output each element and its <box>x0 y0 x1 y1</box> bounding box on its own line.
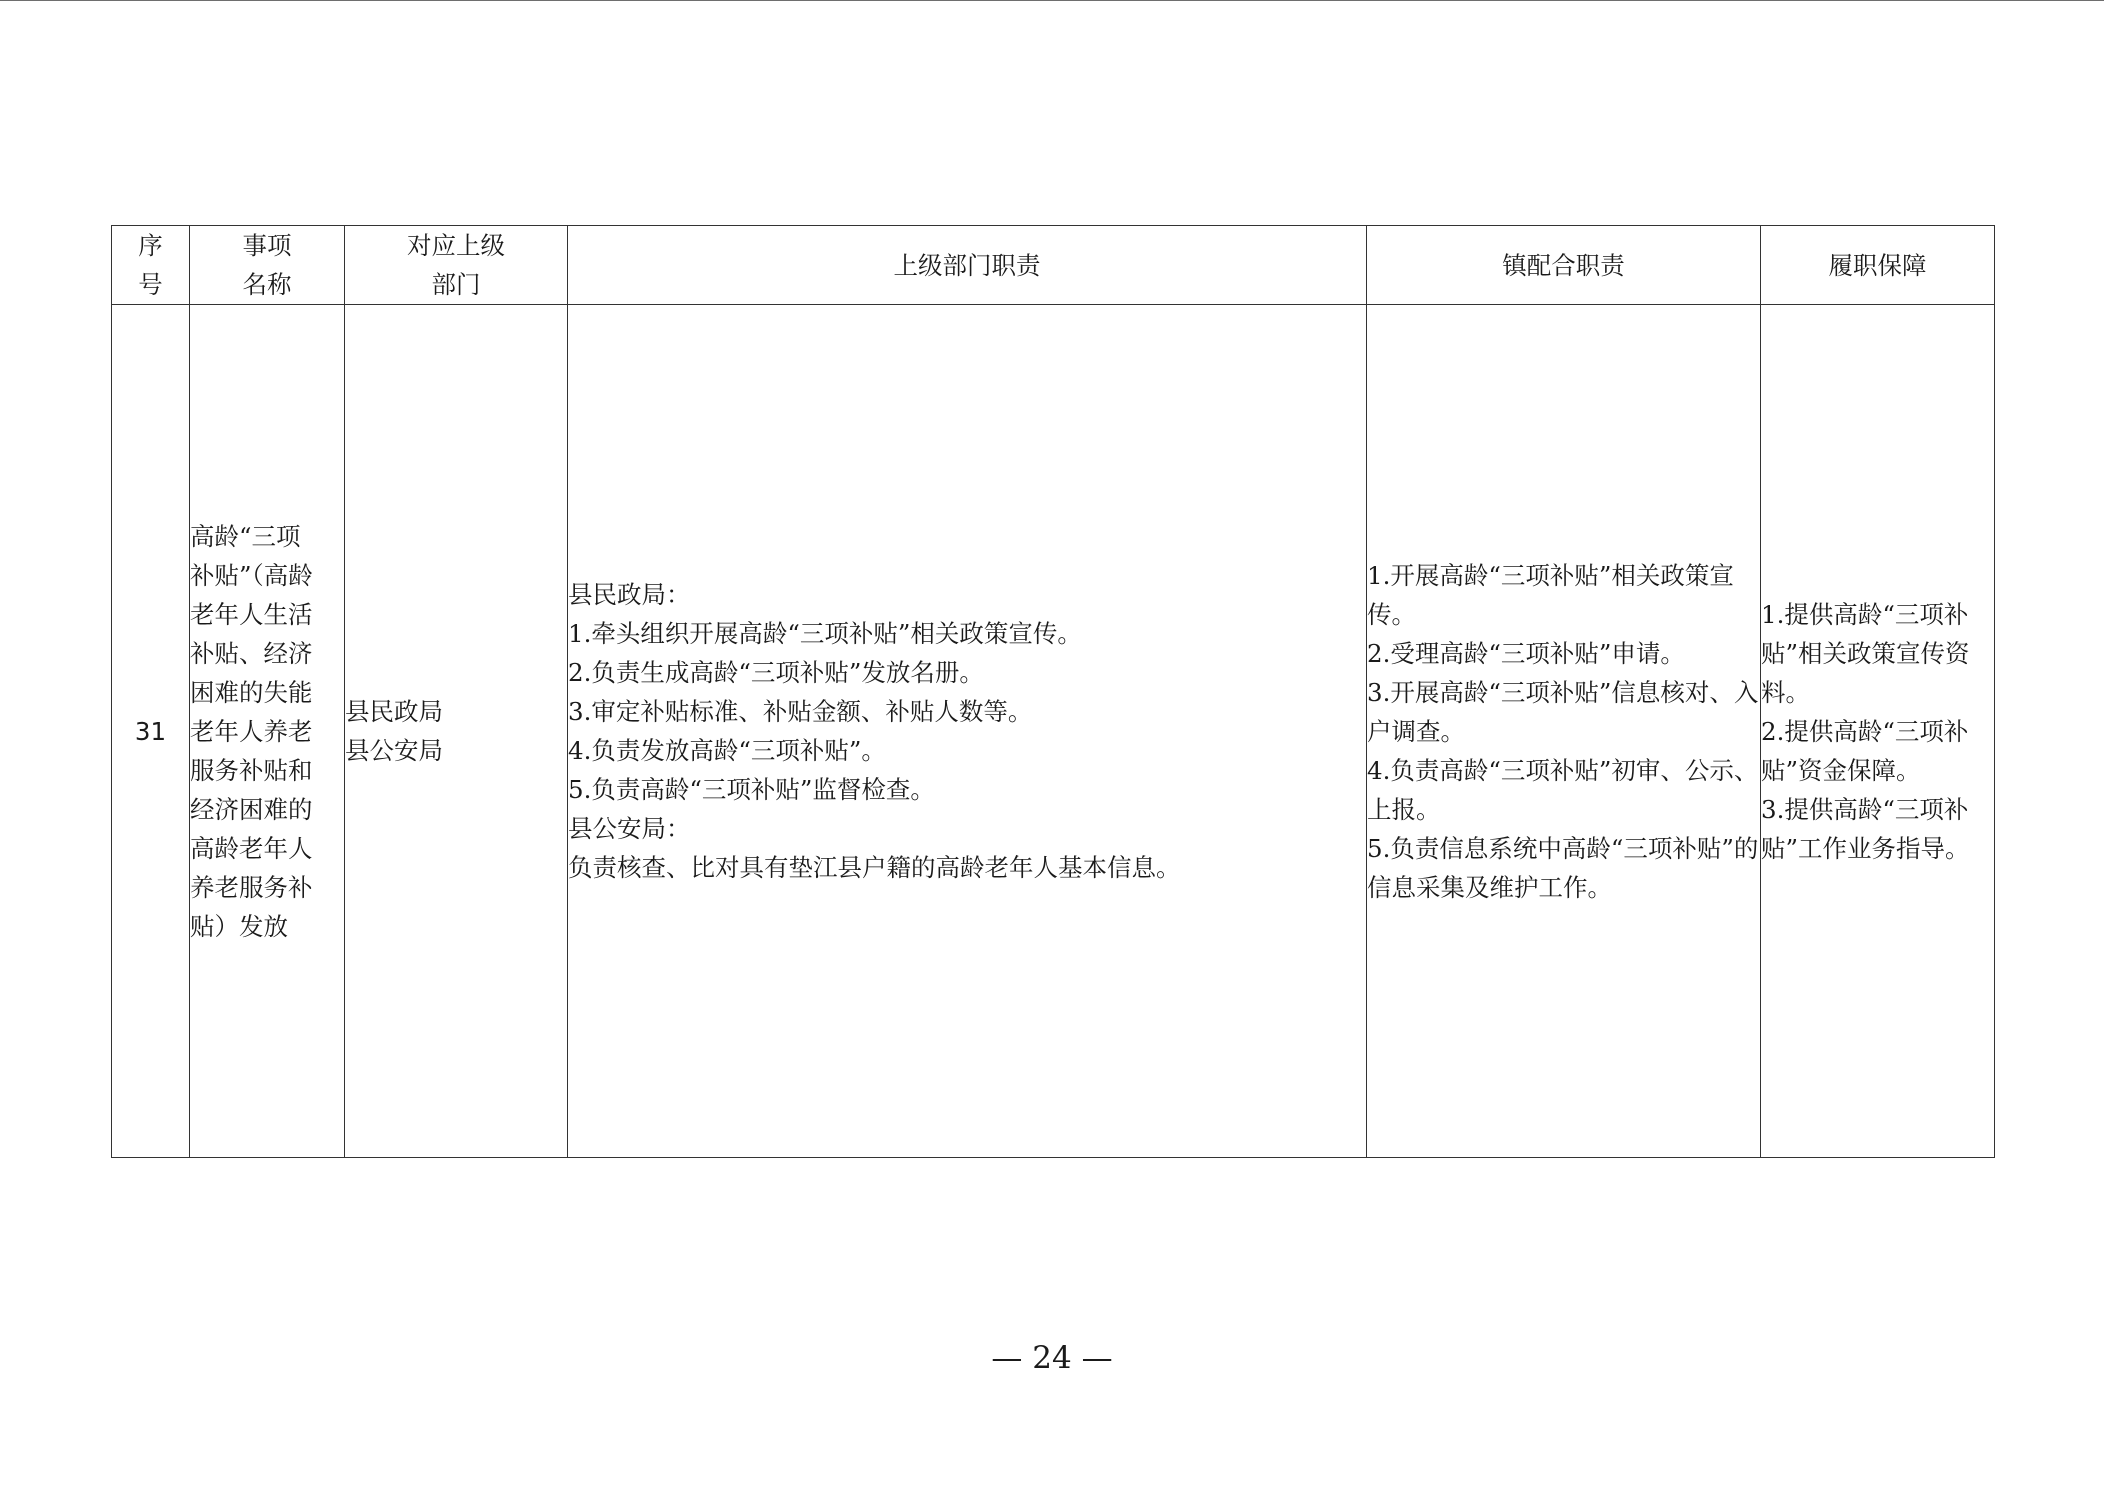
item-name: 高龄“三项补贴”（高龄老年人生活补贴、经济困难的失能老年人养老服务补贴和经济困难的高龄老年人养老服务补贴）发放 <box>190 521 313 941</box>
duty-table <box>111 225 1995 1158</box>
header-dept-line-2: 部门 <box>431 270 481 299</box>
header-upper-duty: 上级部门职责 <box>568 226 1367 305</box>
town-duty-item: 2.受理高龄“三项补贴”申请。 <box>1367 638 1685 668</box>
header-town-duty: 镇配合职责 <box>1367 226 1761 305</box>
upper-duty-line: 4.负责发放高龄“三项补贴”。 <box>568 736 886 765</box>
upper-duty-line: 1.牵头组织开展高龄“三项补贴”相关政策宣传。 <box>568 619 1082 648</box>
town-duty-item: 4.负责高龄“三项补贴”初审、公示、上报。 <box>1367 755 1759 824</box>
town-duty-item: 3.开展高龄“三项补贴”信息核对、入户调查。 <box>1367 677 1759 746</box>
header-dept <box>345 226 568 305</box>
page-number: — 24 — <box>991 1340 1113 1376</box>
header-row <box>112 226 1995 305</box>
row-number: 31 <box>112 305 190 1158</box>
item-name-cell <box>190 305 345 1158</box>
upper-duty-line: 3.审定补贴标准、补贴金额、补贴人数等。 <box>568 697 1033 726</box>
town-duty-item: 1.开展高龄“三项补贴”相关政策宣传。 <box>1367 560 1734 629</box>
guarantee-item: 2.提供高龄“三项补贴”资金保障。 <box>1761 716 1969 785</box>
upper-duty-line: 县公安局： <box>568 814 691 843</box>
upper-duty-line: 2.负责生成高龄“三项补贴”发放名册。 <box>568 658 984 687</box>
header-name-line-2: 名称 <box>242 270 292 299</box>
header-no-line-1: 序 <box>138 231 163 260</box>
upper-duty-line: 负责核查、比对具有垫江县户籍的高龄老年人基本信息。 <box>568 853 1181 882</box>
header-name-line-1: 事项 <box>242 231 292 260</box>
dept-line: 县民政局 <box>345 697 443 726</box>
guarantee-cell <box>1761 305 1995 1158</box>
guarantee-item: 1.提供高龄“三项补贴”相关政策宣传资料。 <box>1761 599 1970 707</box>
header-guarantee: 履职保障 <box>1761 226 1995 305</box>
header-name <box>190 226 345 305</box>
upper-duty-cell <box>568 305 1367 1158</box>
guarantee-item: 3.提供高龄“三项补贴”工作业务指导。 <box>1761 794 1970 863</box>
town-duty-item: 5.负责信息系统中高龄“三项补贴”的信息采集及维护工作。 <box>1367 833 1759 902</box>
town-duty-cell <box>1367 305 1761 1158</box>
upper-duty-line: 5.负责高龄“三项补贴”监督检查。 <box>568 775 935 804</box>
upper-duty-line: 县民政局： <box>568 580 691 609</box>
dept-line: 县公安局 <box>345 736 443 765</box>
page-top-rule <box>0 0 2104 1</box>
dept-cell <box>345 305 568 1158</box>
header-no-line-2: 号 <box>138 270 163 299</box>
table-row <box>112 305 1995 1158</box>
header-no <box>112 226 190 305</box>
header-dept-line-1: 对应上级 <box>407 231 505 260</box>
